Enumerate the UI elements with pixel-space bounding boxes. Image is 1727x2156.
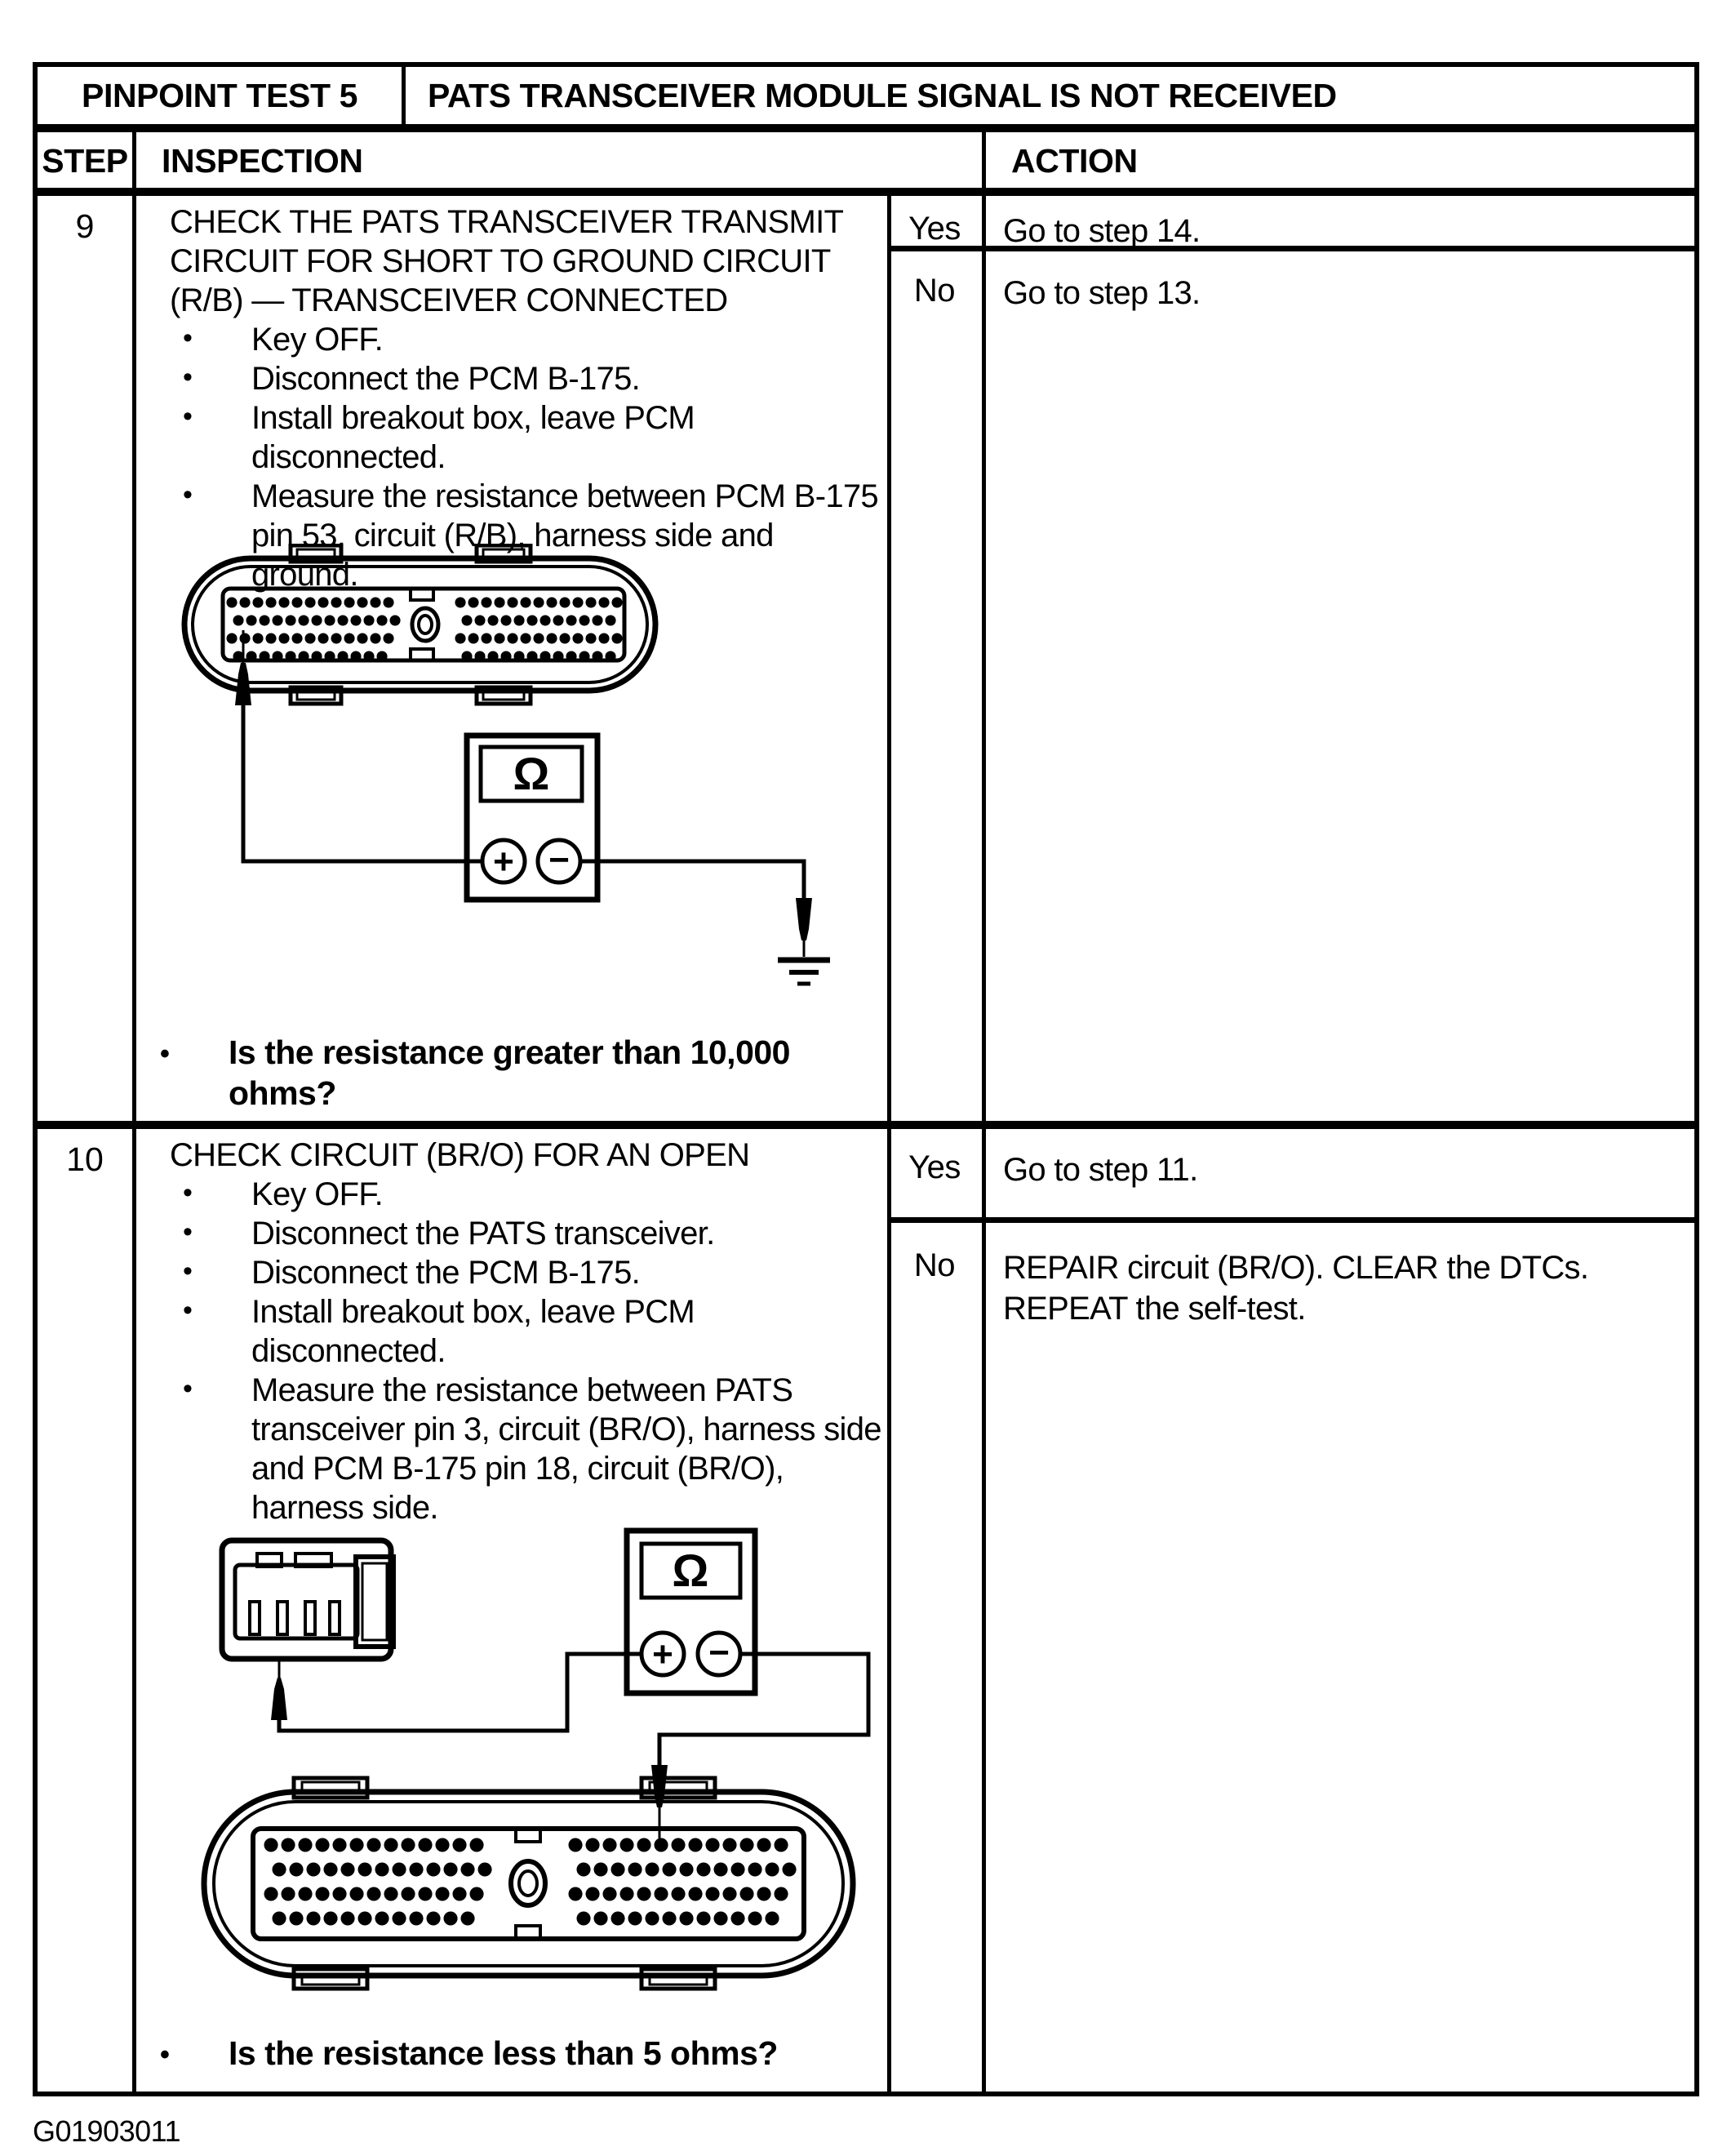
pcm-lead-wire bbox=[659, 1654, 868, 1765]
divider bbox=[887, 1217, 1694, 1223]
bullet-item bbox=[170, 359, 888, 398]
resistance-test-diagram-step-9 bbox=[160, 544, 862, 1001]
minus-terminal: − bbox=[548, 840, 570, 880]
pats-transceiver-connector-diagram bbox=[222, 1540, 393, 1659]
pcm-connector-diagram bbox=[204, 1778, 853, 1989]
bullet-icon: • bbox=[183, 322, 193, 353]
divider bbox=[132, 132, 136, 188]
column-header-action: ACTION bbox=[1011, 142, 1138, 180]
minus-terminal: − bbox=[708, 1633, 730, 1673]
inspection-title: CHECK THE PATS TRANSCEIVER TRANSMIT CIRCUIT FOR SHORT TO GROUND CIRCUIT (R/B) — TRANSCEIVER CONNECTED bbox=[170, 204, 843, 318]
plus-terminal: + bbox=[493, 842, 514, 882]
test-probe-icon bbox=[271, 1659, 287, 1720]
bullet-item bbox=[170, 1292, 888, 1371]
column-header-step: STEP bbox=[42, 142, 128, 180]
question-line: ohms? bbox=[229, 1074, 336, 1112]
inspection-text bbox=[170, 202, 888, 594]
bullet-text: Key OFF. bbox=[251, 322, 384, 358]
step-number: 9 bbox=[75, 207, 95, 245]
pcm-connector-diagram bbox=[184, 545, 655, 704]
bullet-text: Disconnect the PATS transceiver. bbox=[251, 1216, 715, 1251]
plus-terminal: + bbox=[652, 1634, 673, 1674]
bullet-icon: • bbox=[160, 1038, 170, 1069]
divider bbox=[38, 1121, 1694, 1129]
inspection-question bbox=[147, 1032, 930, 1114]
ohms-symbol: Ω bbox=[672, 1545, 709, 1596]
column-header-inspection: INSPECTION bbox=[162, 142, 363, 180]
bullet-icon: • bbox=[183, 401, 193, 432]
yes-action: Go to step 11. bbox=[1003, 1152, 1198, 1188]
bullet-text: Disconnect the PCM B-175. bbox=[251, 361, 641, 397]
bullet-icon: • bbox=[183, 1177, 193, 1208]
inspection-bullet-list bbox=[170, 1175, 888, 1527]
test-number-label: PINPOINT TEST 5 bbox=[82, 76, 357, 114]
bullet-item bbox=[170, 398, 888, 477]
inspection-cell-step-10 bbox=[132, 1129, 887, 2092]
bullet-text: Install breakout box, leave PCM disconnected. bbox=[251, 1294, 695, 1369]
question-line: Is the resistance greater than 10,000 bbox=[229, 1034, 790, 1071]
bullet-text: Key OFF. bbox=[251, 1176, 384, 1212]
divider bbox=[982, 1129, 986, 2092]
question-line: Is the resistance less than 5 ohms? bbox=[229, 2034, 778, 2072]
inspection-text bbox=[170, 1136, 888, 1527]
ohms-symbol: Ω bbox=[513, 748, 550, 799]
divider bbox=[982, 196, 986, 1121]
divider bbox=[982, 132, 986, 188]
bullet-item bbox=[170, 1371, 888, 1527]
test-title: PATS TRANSCEIVER MODULE SIGNAL IS NOT RECEIVED bbox=[428, 77, 1337, 114]
bullet-text: Install breakout box, leave PCM disconnected. bbox=[251, 400, 695, 475]
inspection-question bbox=[147, 2033, 930, 2074]
yes-label: Yes bbox=[908, 1149, 961, 1185]
bullet-icon: • bbox=[183, 1295, 193, 1326]
bullet-item bbox=[170, 320, 888, 359]
yes-label: Yes bbox=[908, 211, 961, 247]
ohmmeter-icon bbox=[467, 736, 597, 900]
divider bbox=[38, 188, 1694, 196]
test-probe-icon bbox=[796, 898, 812, 957]
bullet-icon: • bbox=[183, 1373, 193, 1404]
ground-icon bbox=[778, 960, 830, 984]
ground-lead-wire bbox=[580, 861, 804, 898]
divider bbox=[402, 67, 406, 124]
bullet-icon: • bbox=[183, 362, 193, 393]
no-action: REPAIR circuit (BR/O). CLEAR the DTCs. REPEAT the self-test. bbox=[1003, 1250, 1589, 1327]
resistance-test-diagram-step-10 bbox=[196, 1520, 914, 2026]
inspection-title: CHECK CIRCUIT (BR/O) FOR AN OPEN bbox=[170, 1137, 750, 1173]
bullet-item bbox=[170, 1253, 888, 1292]
bullet-text: Disconnect the PCM B-175. bbox=[251, 1255, 641, 1291]
ohmmeter-icon bbox=[627, 1531, 755, 1693]
no-label: No bbox=[913, 1247, 956, 1283]
bullet-icon: • bbox=[160, 2039, 170, 2070]
inspection-cell-step-9 bbox=[132, 196, 887, 1121]
step-number: 10 bbox=[66, 1140, 104, 1178]
meter-lead-wire bbox=[243, 704, 482, 861]
divider bbox=[38, 124, 1694, 132]
yes-action: Go to step 14. bbox=[1003, 213, 1201, 249]
bullet-text: Measure the resistance between PATS transceiver pin 3, circuit (BR/O), harness side and PCM B-175 pin 18, circuit (BR/O), harness side. bbox=[251, 1372, 881, 1526]
bullet-item bbox=[170, 1175, 888, 1214]
bullet-icon: • bbox=[183, 1216, 193, 1247]
meter-lead-wire bbox=[279, 1654, 642, 1731]
no-label: No bbox=[913, 273, 956, 309]
figure-id: G01903011 bbox=[33, 2114, 181, 2148]
bullet-text: Measure the resistance between PCM B-175 pin 53, circuit (R/B), harness side and ground. bbox=[251, 478, 878, 593]
bullet-icon: • bbox=[183, 1256, 193, 1287]
no-action: Go to step 13. bbox=[1003, 275, 1201, 311]
bullet-item bbox=[170, 1214, 888, 1253]
pinpoint-test-table bbox=[33, 62, 1699, 2096]
bullet-icon: • bbox=[183, 479, 193, 510]
